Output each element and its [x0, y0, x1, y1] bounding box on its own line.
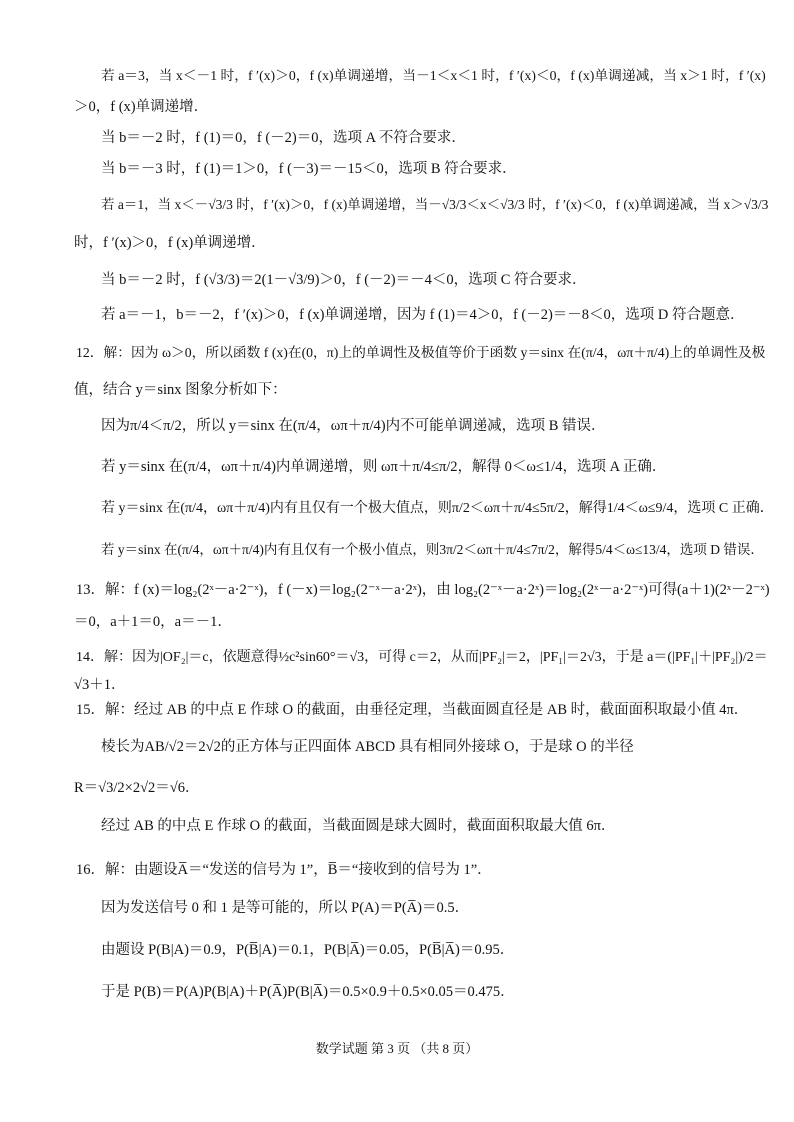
- text-line: √3＋1．: [74, 677, 126, 693]
- text-line: ＞0，f (x)单调递增．: [74, 99, 209, 115]
- text-line: 因为发送信号 0 和 1 是等可能的，所以 P(A)＝P(A̅)＝0.5．: [101, 900, 470, 916]
- text-line: 若 y＝sinx 在(π/4，ωπ＋π/4)内有且仅有一个极大值点，则π/2＜ωπ＋π/4≤5π/2，解得1/4＜ω≤9/4，选项 C 正确．: [101, 501, 774, 516]
- text-line: 若 y＝sinx 在(π/4，ωπ＋π/4)内有且仅有一个极小值点，则3π/2＜ωπ＋π/4≤7π/2，解得5/4＜ω≤13/4，选项 D 错误．: [101, 542, 764, 557]
- text-line: 当 b＝－2 时，f (1)＝0，f (－2)＝0，选项 A 不符合要求．: [101, 130, 466, 146]
- text-line: 当 b＝－2 时，f (√3/3)＝2(1－√3/9)＞0，f (－2)＝－4＜0，选项 C 符合要求．: [101, 272, 587, 288]
- text-line: 值，结合 y＝sinx 图象分析如下：: [74, 382, 287, 398]
- page-footer: 数学试题 第 3 页 （共 8 页）: [315, 1041, 479, 1056]
- text-line: 15．解：经过 AB 的中点 E 作球 O 的截面，由垂径定理，当截面圆直径是 AB 时，截面面积取最小值 4π．: [76, 702, 749, 718]
- text-line: 经过 AB 的中点 E 作球 O 的截面，当截面圆是球大圆时，截面面积取最大值 6π．: [101, 818, 616, 834]
- text-line: 若 y＝sinx 在(π/4，ωπ＋π/4)内单调递增，则 ωπ＋π/4≤π/2，解得 0＜ω≤1/4，选项 A 正确．: [101, 459, 667, 475]
- text-line: 16．解：由题设A̅＝“发送的信号为 1”，B̅＝“接收到的信号为 1”．: [76, 862, 492, 878]
- text-line: 若 a＝1，当 x＜－√3/3 时，f ′(x)＞0，f (x)单调递增，当－√3/3＜x＜√3/3 时，f ′(x)＜0，f (x)单调递减，当 x＞√3/3: [101, 197, 769, 212]
- text-line: 当 b＝－3 时，f (1)＝1＞0，f (－3)＝－15＜0，选项 B 符合要求．: [101, 161, 517, 177]
- text-line: ＝0，a＋1＝0，a＝－1．: [74, 614, 232, 630]
- text-line: 于是 P(B)＝P(A)P(B|A)＋P(A̅)P(B|A̅)＝0.5×0.9＋0.5×0.05＝0.475．: [101, 984, 515, 1000]
- text-line: 12．解：因为 ω＞0，所以函数 f (x)在(0，π)上的单调性及极值等价于函数 y＝sinx 在(π/4，ωπ＋π/4)上的单调性及极: [76, 345, 766, 360]
- text-line: 因为π/4＜π/2，所以 y＝sinx 在(π/4，ωπ＋π/4)内不可能单调递减，选项 B 错误．: [101, 418, 606, 434]
- text-line: 由题设 P(B|A)＝0.9，P(B̅|A)＝0.1，P(B|A̅)＝0.05，P(B̅|A̅)＝0.95．: [101, 942, 515, 958]
- text-line: R＝√3/2×2√2＝√6．: [74, 780, 200, 796]
- text-line: 棱长为AB/√2＝2√2的正方体与正四面体 ABCD 具有相同外接球 O，于是球 O 的半径: [101, 739, 634, 755]
- text-line: 13．解：f (x)＝log₂(2ˣ－a·2⁻ˣ)，f (－x)＝log₂(2⁻ˣ－a·2ˣ)，由 log₂(2⁻ˣ－a·2ˣ)＝log₂(2ˣ－a·2⁻ˣ)可得(a＋1)(2ˣ－2⁻ˣ): [76, 582, 770, 598]
- text-line: 若 a＝－1，b＝－2，f ′(x)＞0，f (x)单调递增，因为 f (1)＝4＞0，f (－2)＝－8＜0，选项 D 符合题意．: [101, 307, 745, 323]
- text-line: 14．解：因为|OF₂|＝c，依题意得½c²sin60°＝√3，可得 c＝2，从而|PF₂|＝2，|PF₁|＝2√3，于是 a＝(|PF₁|＋|PF₂|)/2＝: [76, 650, 768, 665]
- text-line: 时，f ′(x)＞0，f (x)单调递增．: [74, 235, 266, 251]
- text-line: 若 a＝3，当 x＜－1 时，f ′(x)＞0，f (x)单调递增，当－1＜x＜1 时，f ′(x)＜0，f (x)单调递减，当 x＞1 时，f ′(x): [101, 68, 766, 83]
